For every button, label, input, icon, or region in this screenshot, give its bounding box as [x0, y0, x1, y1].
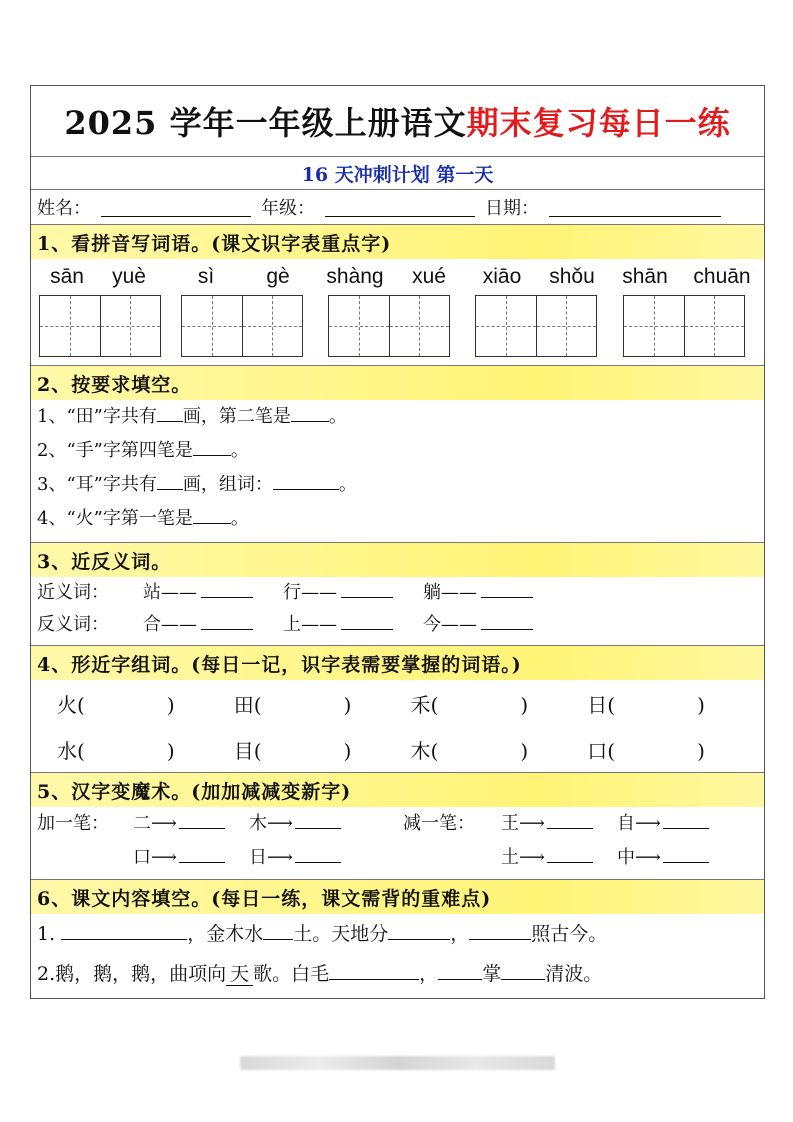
grade-field[interactable]: [325, 198, 475, 217]
text-fill-line: [31, 954, 764, 994]
answer-blank[interactable]: [291, 405, 329, 422]
synonym-item: 站——: [143, 577, 253, 609]
tianzige-box[interactable]: [623, 295, 745, 357]
page-subtitle: 16 天冲刺计划 第一天: [301, 163, 494, 186]
answer-blank[interactable]: [341, 581, 393, 598]
answer-blank[interactable]: [263, 923, 293, 940]
title-black: 2025 学年一年级上册语文: [64, 104, 467, 142]
similar-item[interactable]: 禾( ): [410, 692, 529, 717]
answer-blank[interactable]: [329, 963, 419, 980]
answer-blank[interactable]: [179, 812, 225, 829]
answer-blank[interactable]: [501, 963, 545, 980]
section-text-fill: [31, 880, 764, 998]
answer-blank[interactable]: [201, 581, 253, 598]
pinyin-label: yuè: [112, 265, 146, 288]
similar-item[interactable]: 火( ): [57, 692, 175, 717]
antonym-item: 上——: [283, 609, 393, 641]
answer-blank[interactable]: [438, 963, 482, 980]
fill-text: ，金木水: [187, 923, 264, 945]
section-heading: 5、汉字变魔术。(加加减减变新字): [31, 773, 764, 807]
magic-row: [31, 841, 764, 875]
section-heading: 3、近反义词。: [31, 543, 764, 577]
fill-text: ，: [419, 963, 439, 985]
pinyin-label: sì: [197, 265, 215, 288]
pinyin-label: xué: [412, 265, 446, 288]
answer-blank[interactable]: [273, 473, 339, 490]
synonym-item: 行——: [283, 577, 393, 609]
fill-text: 掌: [482, 963, 502, 985]
similar-row: [31, 680, 764, 726]
magic-item: 自⟶: [617, 807, 709, 841]
answer-blank[interactable]: [157, 405, 183, 422]
section-synonyms: [31, 543, 764, 646]
tianzige-box[interactable]: [39, 295, 161, 357]
fill-text: 画，组词：: [182, 474, 273, 495]
answer-blank[interactable]: [469, 923, 531, 940]
magic-item: 土⟶: [501, 841, 593, 875]
synonym-item: 躺——: [423, 577, 533, 609]
answer-blank[interactable]: [179, 846, 225, 863]
fill-text: 。: [328, 406, 347, 427]
synonym-row: [31, 577, 764, 609]
magic-item: 口⟶: [133, 841, 225, 875]
tianzige-box[interactable]: [181, 295, 303, 357]
pinyin-label: shàng: [326, 265, 384, 288]
answer-blank[interactable]: [61, 923, 187, 940]
blurred-footer: [240, 1056, 555, 1070]
date-label: 日期：: [485, 198, 539, 219]
text-fill-line: [31, 914, 764, 954]
magic-item: 二⟶: [133, 807, 225, 841]
synonym-label: 近义词：: [37, 582, 109, 603]
fill-text: 1、“田”字共有: [37, 406, 157, 427]
page-title: [64, 98, 730, 144]
similar-item[interactable]: 水( ): [57, 738, 175, 763]
tianzige-row: [31, 295, 764, 365]
magic-item: 木⟶: [249, 807, 341, 841]
line-number: 1.: [37, 923, 56, 945]
fill-text: 照古今。: [531, 923, 608, 945]
subtitle-row: [31, 157, 764, 190]
title-row: [31, 86, 764, 157]
fill-item: [31, 502, 764, 536]
answer-blank[interactable]: [663, 846, 709, 863]
answer-blank[interactable]: [201, 613, 253, 630]
fill-text: ，: [450, 923, 470, 945]
fill-text: 清波。: [545, 963, 603, 985]
fill-text: 画，第二笔是: [182, 406, 291, 427]
fill-text: 。: [230, 440, 249, 461]
section-heading: 1、看拼音写词语。(课文识字表重点字): [31, 225, 764, 259]
fill-text: 2、“手”字第四笔是: [37, 440, 193, 461]
answer-blank[interactable]: [547, 812, 593, 829]
section-heading: 6、课文内容填空。(每日一练，课文需背的重难点): [31, 880, 764, 914]
answer-blank[interactable]: [157, 473, 183, 490]
antonym-item: 今——: [423, 609, 533, 641]
answer-blank[interactable]: [193, 439, 231, 456]
name-label: 姓名：: [37, 198, 91, 219]
fill-text: 土。天地分: [293, 923, 389, 945]
fill-item: [31, 468, 764, 502]
fill-text: 。: [338, 474, 357, 495]
section-heading: 4、形近字组词。(每日一记，识字表需要掌握的词语。): [31, 646, 764, 680]
similar-item[interactable]: 日( ): [587, 692, 705, 717]
answer-blank[interactable]: [547, 846, 593, 863]
similar-row: [31, 726, 764, 772]
fill-text: 3、“耳”字共有: [37, 474, 157, 495]
pinyin-label: chuān: [693, 265, 751, 288]
tianzige-box[interactable]: [328, 295, 450, 357]
magic-item: 王⟶: [501, 807, 593, 841]
antonym-item: 合——: [143, 609, 253, 641]
answer-blank[interactable]: [388, 923, 450, 940]
similar-item[interactable]: 口( ): [587, 738, 705, 763]
section-fill: [31, 366, 764, 543]
antonym-row: [31, 609, 764, 641]
similar-item[interactable]: 木( ): [410, 738, 529, 763]
fill-text: 歌。白毛: [253, 963, 330, 985]
answer-blank[interactable]: [481, 613, 533, 630]
fill-text: 4、“火”字第一笔是: [37, 508, 193, 529]
info-row: [31, 190, 764, 225]
fill-item: [31, 434, 764, 468]
pinyin-row: [31, 259, 764, 295]
section-pinyin: [31, 225, 764, 366]
pinyin-label: xiāo: [482, 265, 522, 288]
fill-text: 2.鹅，鹅，鹅，曲项向: [37, 963, 227, 985]
pinyin-label: shǒu: [549, 265, 595, 288]
section-char-magic: [31, 773, 764, 880]
pinyin-label: shān: [622, 265, 668, 288]
fill-item: [31, 400, 764, 434]
date-field[interactable]: [549, 198, 721, 217]
name-field[interactable]: [101, 198, 251, 217]
answer-blank[interactable]: [295, 846, 341, 863]
antonym-label: 反义词：: [37, 614, 109, 635]
fill-text: 。: [230, 508, 249, 529]
answer-blank[interactable]: [193, 507, 231, 524]
answer-blank[interactable]: [341, 613, 393, 630]
sub-label: 减一笔：: [403, 813, 475, 834]
pinyin-label: gè: [266, 265, 290, 288]
answer-blank[interactable]: [663, 812, 709, 829]
add-label: 加一笔：: [37, 813, 109, 834]
answer-blank[interactable]: [295, 812, 341, 829]
grade-label: 年级：: [261, 198, 315, 219]
section-similar-chars: [31, 646, 764, 773]
answer-blank[interactable]: [481, 581, 533, 598]
magic-item: 中⟶: [617, 841, 709, 875]
worksheet: [30, 85, 765, 999]
magic-item: 日⟶: [249, 841, 341, 875]
filled-answer: 天: [226, 963, 253, 986]
similar-item[interactable]: 田( ): [233, 692, 352, 717]
section-heading: 2、按要求填空。: [31, 366, 764, 400]
magic-row: [31, 807, 764, 841]
similar-item[interactable]: 目( ): [233, 738, 352, 763]
pinyin-label: sān: [50, 265, 84, 288]
title-red: 期末复习每日一练: [466, 104, 731, 142]
tianzige-box[interactable]: [475, 295, 597, 357]
